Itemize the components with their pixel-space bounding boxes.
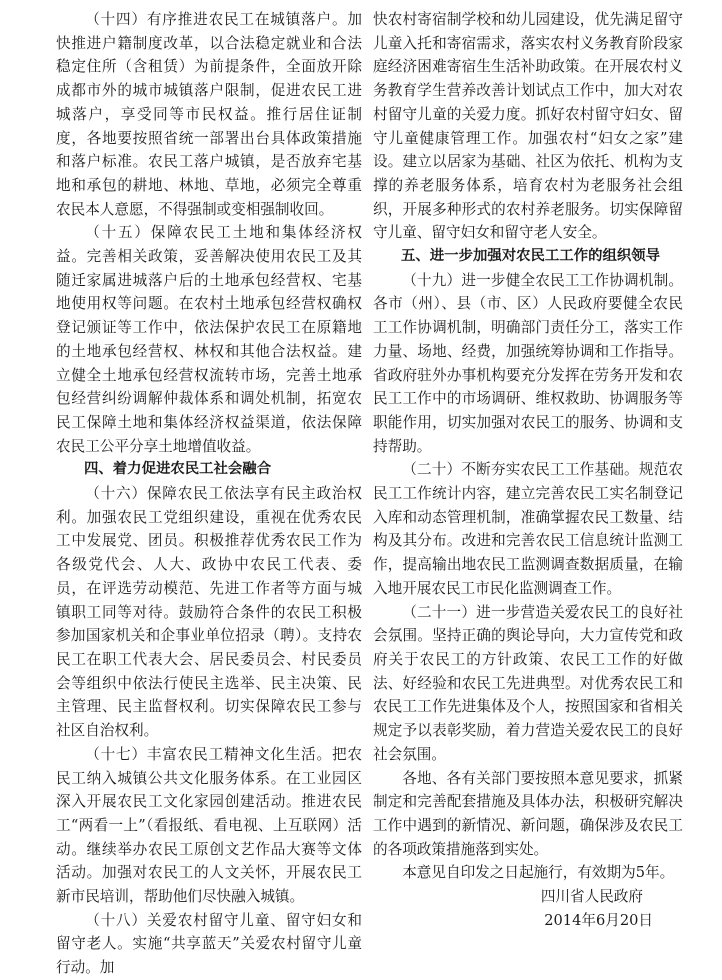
paragraph-21-body: 坚持正确的舆论导向，大力宣传党和政府关于农民工的方针政策、农民工工作的好做法、好经验和农民工先进典型。对优秀农民工和农民工工作先进集体及个人，按照国家和省相关规定予以表彰奖励，着力营造关爱农民工的良好社会氛围。	[373, 627, 683, 763]
paragraph-15-body: 完善相关政策，妥善解决使用农民工及其随迁家属进城落户后的土地承包经营权、宅基地使用权等问题。在农村土地承包经营权确权登记颁证等工作中，依法保护农民工在原籍地的土地承包经营权、林权和其他合法权益。建立健全土地承包经营权流转市场，完善土地承包经营纠纷调解仲裁体系和调处机制，拓宽农民工保障土地和集体经济权益渠道，依法保障农民工公平分享土地增值收益。	[56, 248, 362, 455]
paragraph-14	[56, 8, 362, 221]
section-4-heading: 四、着力促进农民工社会融合	[84, 461, 272, 478]
paragraph-17-heading: （十七）丰富农民工精神文化生活。	[85, 745, 332, 763]
left-column	[56, 8, 362, 980]
paragraph-18-heading: （十八）关爱农村留守儿童、留守妇女和留守老人。	[56, 911, 362, 953]
paragraph-19	[373, 269, 683, 459]
paragraph-21-heading: （二十一）进一步营造关爱农民工的良好社会氛围。	[373, 603, 683, 645]
paragraph-14-body: 加快推进户籍制度改革，以合法稳定就业和合法稳定住所（含租赁）为前提条件，全面放开除成都市外的城市城镇落户限制，促进农民工进城落户，享受同等市民权益。推行居住证制度，各地要按照省统一部署出台具体政策措施和落户标准。农民工落户城镇，是否放弃宅基地和承包的耕地、林地、草地，必须完全尊重农民本人意愿，不得强制或变相强制收回。	[56, 11, 362, 218]
paragraph-15-heading: （十五）保障农民工土地和集体经济权益。	[56, 224, 362, 266]
paragraph-17-body: 把农民工纳入城镇公共文化服务体系。在工业园区深入开展农民工文化家园创建活动。推进农民工“两看一上”（看报纸、看电视、上互联网）活动。继续举办农民工原创文艺作品大赛等文体活动。加强对农民工的人文关怀，开展农民工新市民培训，帮助他们尽快融入城镇。	[56, 745, 362, 906]
paragraph-16	[56, 482, 362, 743]
paragraph-20-heading: （二十）不断夯实农民工工作基础。	[402, 461, 639, 479]
paragraph-22: 各地、各有关部门要按照本意见要求，抓紧制定和完善配套措施及具体办法，积极研究解决工作中遇到的新情况、新问题，确保涉及农民工的各项政策措施落到实处。	[373, 769, 683, 858]
paragraph-16-heading: （十六）保障农民工依法享有民主政治权利。	[56, 485, 362, 526]
paragraph-18	[56, 909, 362, 980]
signature-date: 2014年6月20日	[544, 911, 653, 929]
paragraph-18-body: 实施“共享蓝天”关爱农村留守儿童行动。加	[56, 935, 362, 977]
paragraph-17	[56, 743, 362, 909]
right-column	[373, 8, 683, 932]
paragraph-20-body: 规范农民工工作统计内容，建立完善农民工实名制登记入库和动态管理机制，准确掌握农民工数量、结构及其分布。改进和完善农民工信息统计监测工作，提高输出地农民工监测调查数据质量，在输入地开展农民工市民化监测调查工作。	[373, 461, 683, 597]
paragraph-14-heading: （十四）有序推进农民工在城镇落户。	[85, 11, 348, 28]
paragraph-15	[56, 221, 362, 458]
section-5-heading: 五、进一步加强对农民工工作的组织领导	[401, 248, 661, 265]
paragraph-20	[373, 458, 683, 600]
paragraph-16-body: 加强农民工党组织建设，重视在优秀农民工中发展党、团员。积极推荐优秀农民工作为各级党代会、人大、政协中农民工代表、委员，在评选劳动模范、先进工作者等方面与城镇职工同等对待。鼓励符合条件的农民工积极参加国家机关和企事业单位招录（聘）。支持农民工在职工代表大会、居民委员会、村民委员会等组织中依法行使民主选举、民主决策、民主管理、民主监督权利。切实保障农民工参与社区自治权利。	[56, 508, 362, 740]
paragraph-21	[373, 601, 683, 767]
signature-organization: 四川省人民政府	[540, 888, 643, 906]
paragraph-18-continued: 快农村寄宿制学校和幼儿园建设，优先满足留守儿童入托和寄宿需求，落实农村义务教育阶段家庭经济困难寄宿生生活补助政策。在开展农村义务教育学生营养改善计划试点工作中，加大对农村留守儿童的关爱力度。抓好农村留守妇女、留守儿童健康管理工作。加强农村“妇女之家”建设。建立以居家为基础、社区为依托、机构为支撑的养老服务体系，培育农村为老服务社会组织，开展多种形式的农村养老服务。切实保障留守儿童、留守妇女和留守老人安全。	[373, 11, 683, 242]
paragraph-19-body: 各市（州）、县（市、区）人民政府要健全农民工工作协调机制，明确部门责任分工，落实工作力量、场地、经费，加强统筹协调和工作指导。省政府驻外办事机构要充分发挥在劳务开发和农民工工作中的市场调研、维权救助、协调服务等职能作用，切实加强对农民工的服务、协调和支持帮助。	[373, 295, 683, 455]
paragraph-23: 本意见自印发之日起施行，有效期为5年。	[402, 864, 675, 882]
paragraph-19-heading: （十九）进一步健全农民工工作协调机制。	[402, 271, 683, 289]
